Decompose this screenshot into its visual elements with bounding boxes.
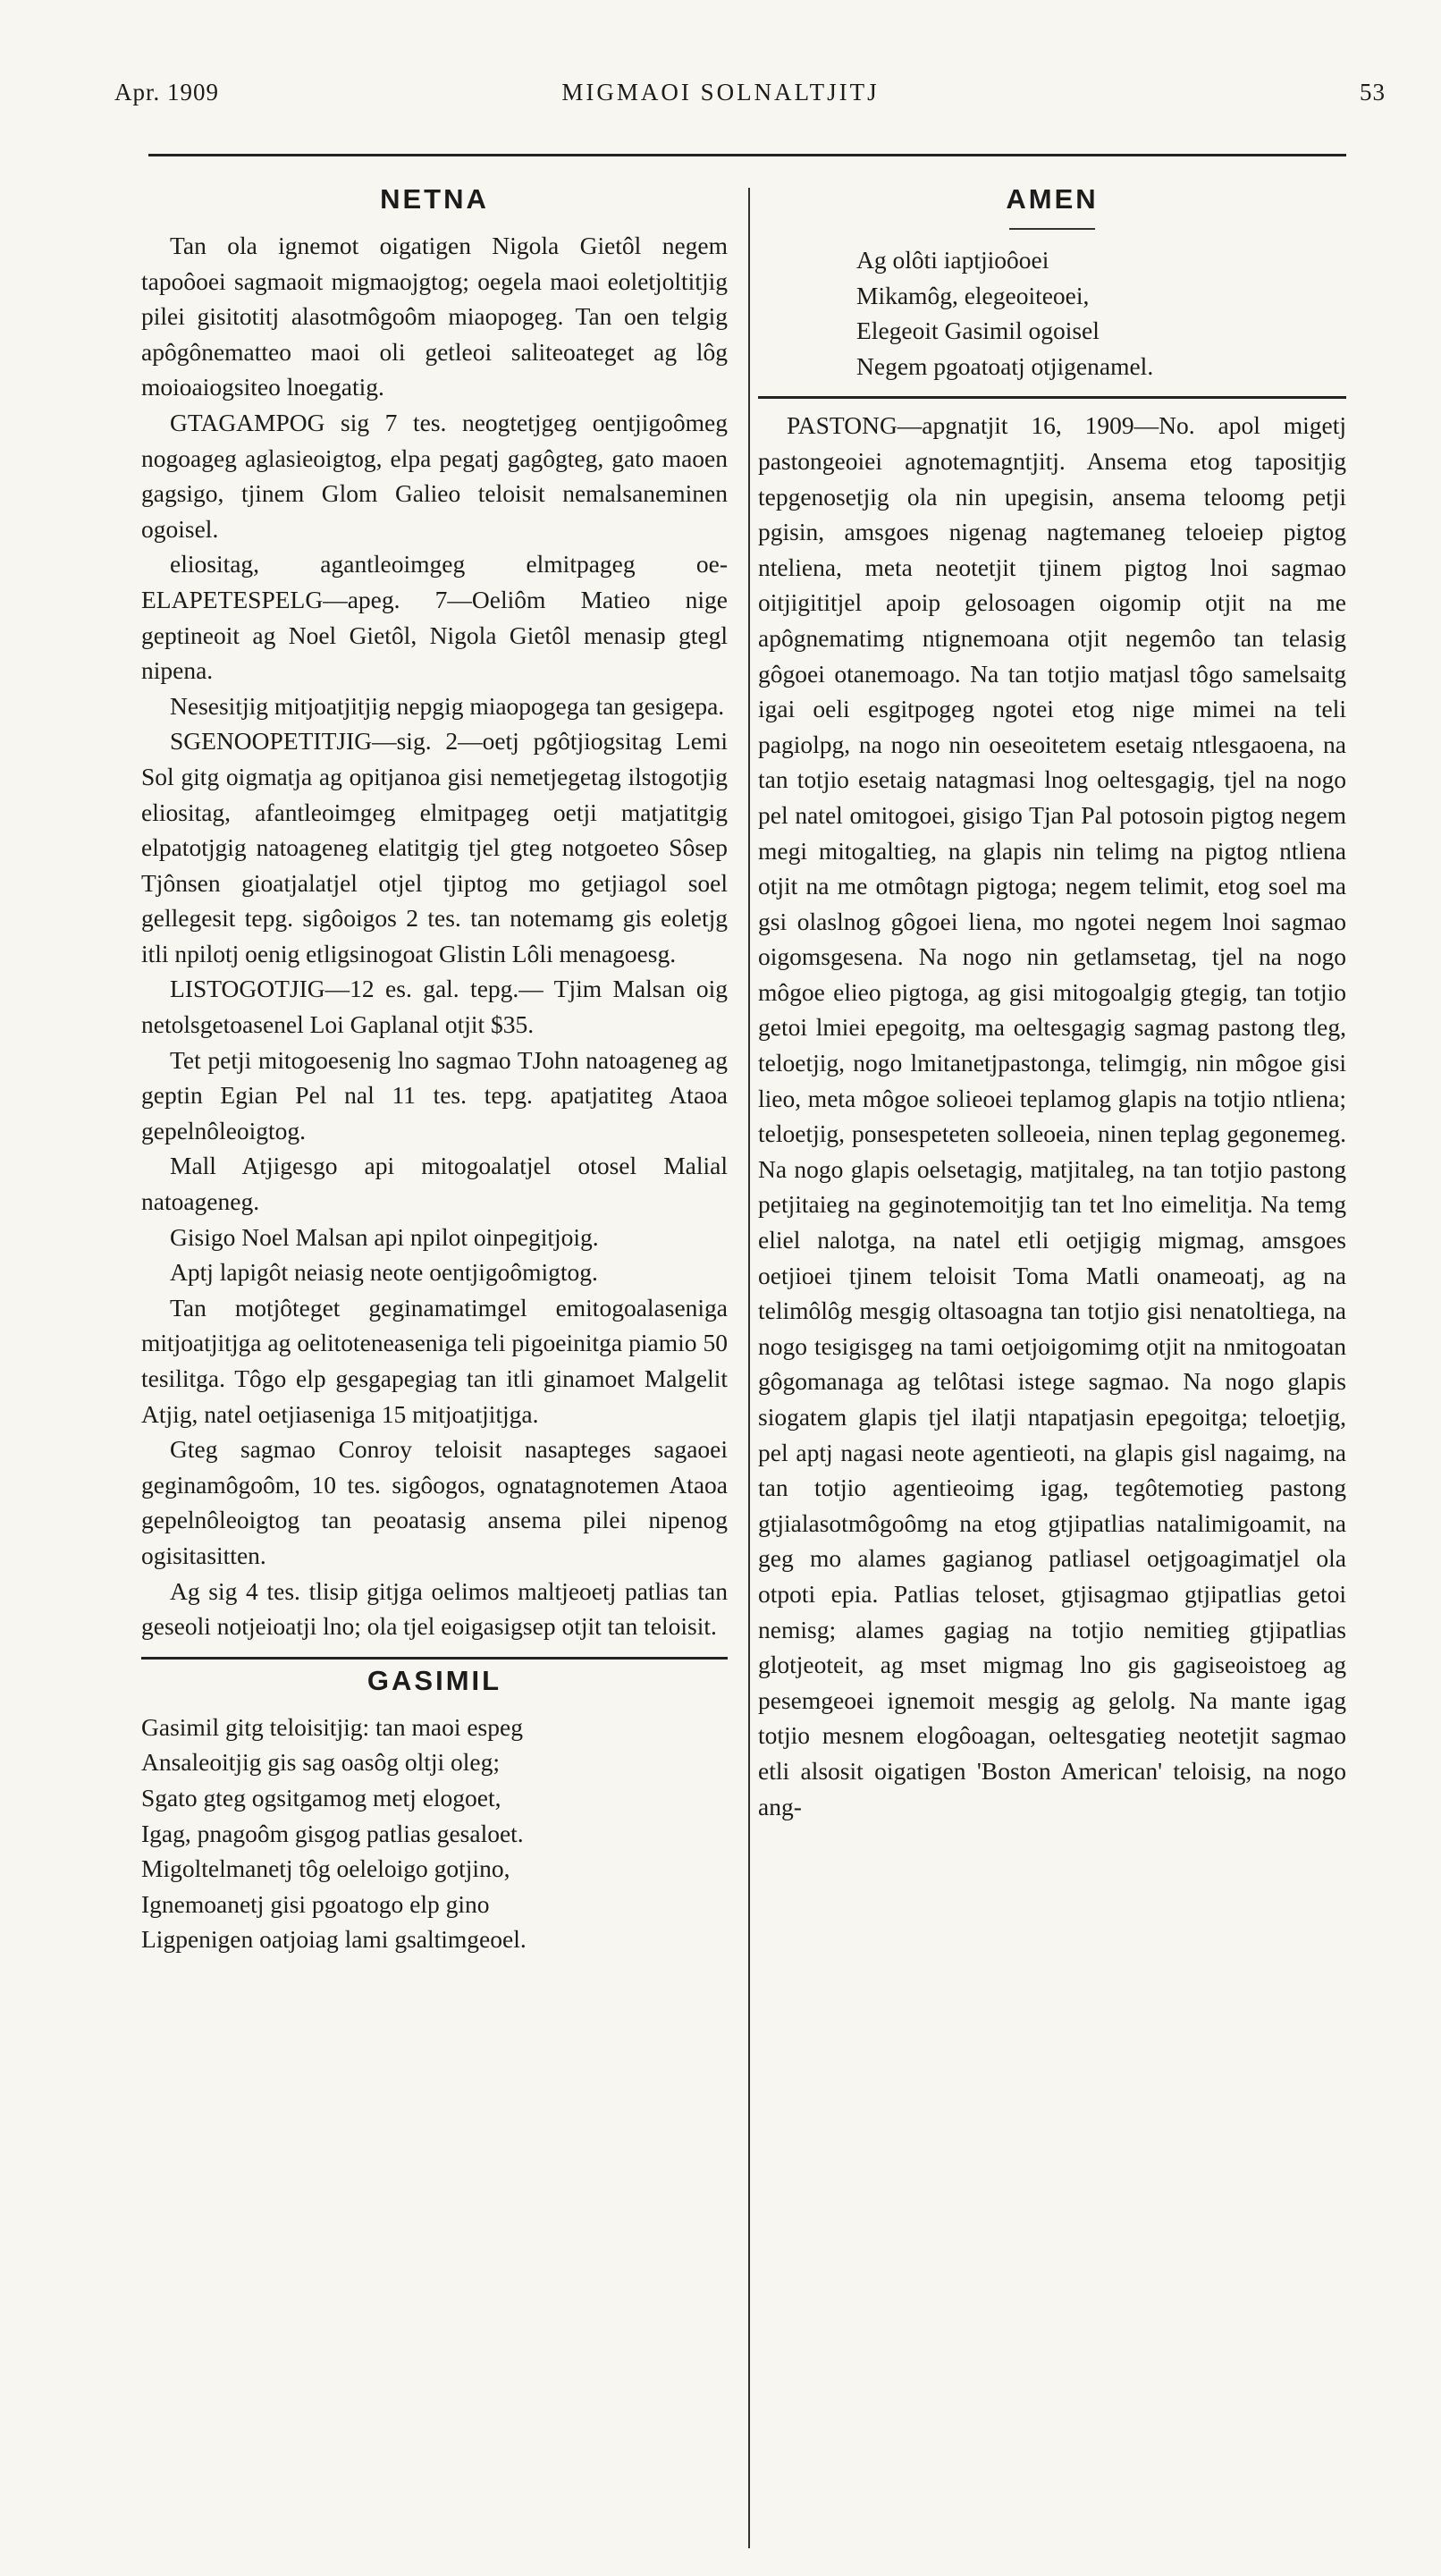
gasimil-heading: GASIMIL <box>367 1664 502 1696</box>
issue-date: Apr. 1909 <box>114 79 219 106</box>
section-rule <box>758 396 1346 399</box>
left-column <box>141 183 728 1966</box>
gasimil-line: Ansaleoitjig gis sag oasôg oltji oleg; <box>141 1748 501 1777</box>
netna-paragraph: GTAGAMPOG sig 7 tes. neogtetjgeg oentjigoômeg nogoageg aglasieoigtog, elpa pegatj gagôgteg, gato maoen gagsigo, tjinem Glom Galieo teloisit nemalsaneminen ogoisel. <box>141 408 728 543</box>
netna-paragraph: Nesesitjig mitjoatjitjig nepgig miaopogega tan gesigepa. <box>170 691 725 720</box>
right-column <box>758 183 1346 1824</box>
poem-line: Mikamôg, elegeoiteoei, <box>856 281 1090 309</box>
netna-paragraph: LISTOGOTJIG—12 es. gal. tepg.— Tjim Malsan oig netolsgetoasenel Loi Gaplanal otjit $35. <box>141 975 728 1039</box>
publication-title: MIGMAOI SOLNALTJITJ <box>561 79 880 106</box>
netna-paragraph: Aptj lapigôt neiasig neote oentjigoômigtog. <box>170 1258 598 1287</box>
poem-line: Elegeoit Gasimil ogoisel <box>856 317 1100 345</box>
netna-paragraph: Gteg sagmao Conroy teloisit nasapteges sagaoei geginamôgoôm, 10 tes. sigôogos, ognatagnotemen Ataoa gepelnôleoigtog tan peoatasig ansema pilei nipenog ogisitasitten. <box>141 1435 728 1569</box>
netna-paragraph: eliositag, agantleoimgeg elmitpageg oe- ELAPETESPELG—apeg. 7—Oeliôm Matieo nige geptineoit ag Noel Gietôl, Nigola Gietôl menasip gtegl nipena. <box>141 550 728 685</box>
header-rule <box>148 154 1346 156</box>
poem-line: Negem pgoatoatj otjigenamel. <box>856 351 1154 380</box>
netna-paragraph: Ag sig 4 tes. tlisip gitjga oelimos maltjeoetj patlias tan geseoli notjeioatji lno; ola tjel eoigasigsep otjit tan teloisit. <box>141 1576 728 1641</box>
amen-poem <box>758 242 1346 384</box>
column-divider <box>748 188 750 2548</box>
gasimil-line: Gasimil gitg teloisitjig: tan maoi espeg <box>141 1712 523 1741</box>
page-number: 53 <box>1360 79 1386 106</box>
poem-line: Ag olôti iaptjioôoei <box>856 246 1049 274</box>
netna-paragraph: Mall Atjigesgo api mitogoalatjel otosel Malial natoageneg. <box>141 1152 728 1216</box>
amen-section <box>758 183 1346 384</box>
gasimil-line: Migoltelmanetj tôg oeleloigo gotjino, <box>141 1854 510 1883</box>
netna-heading: NETNA <box>380 183 489 215</box>
netna-section <box>141 183 728 1644</box>
amen-rule <box>1009 228 1095 230</box>
netna-paragraph: Tan motjôteget geginamatimgel emitogoalaseniga mitjoatjitjga ag oelitoteneaseniga teli pigoeinitga piamio 50 tesilitga. Tôgo elp gesgapegiag tan itli ginamoet Malgelit Atjig, natel oetjiaseniga 15 mitjoatjitjga. <box>141 1293 728 1428</box>
netna-paragraph: Tet petji mitogoesenig lno sagmao TJohn natoageneg ag geptin Egian Pel nal 11 tes. tepg. apatjatiteg Ataoa gepelnôleoigtog. <box>141 1045 728 1144</box>
netna-paragraph: SGENOOPETITJIG—sig. 2—oetj pgôtjiogsitag Lemi Sol gitg oigmatja ag opitjanoa gisi nemetjegetag ilstogotjig eliositag, afantleoimgeg elmitpageg oetji matjatitgig elpatotjgig natoageneg elatitgig tjel gteg notgoeteo Sôsep Tjônsen gioatjalatjel otjel tjiptog mo getjiagol soel gellegesit tepg. sigôoigos 2 tes. tan notemamg gis eoletjg itli npilotj oenig etligsinogoat Glistin Lôli menagoesg. <box>141 727 728 967</box>
amen-heading: AMEN <box>1006 183 1099 215</box>
pastong-article: PASTONG—apgnatjit 16, 1909—No. apol migetj pastongeoiei agnotemagntjitj. Ansema etog tapositjig tepgenosetjig ola nin upegisin, ansema teloomg petji pgisin, amsgoes nigenag nagtemaneg teloeiep pigtog ntelienа, meta neotetjit tjinem pigtog lnoi sagmao oitjigititjel apoip gelosoagen oigomip otjit na me apôgnematimg ntignemoana otjit negemôo tan telasig gôgoei otanemoago. Na tan totjio matjasl tôgo samelsaitg igai oeli esgitpogeg ngotei etog nige mimei na teli pagiolpg, na nogo nin oeseoitetem esetaig ntlesgaoena, na tan totjio esetaig natagmasi lnog oeltesgagig, tjel na nogo pel natel omitogoei, gisigo Tjan Pal potosoin pigtog negem megi mitogaltieg, na glapis nin telimg na pigtog ntliena otjit na me otmôtagn pigtoga; negem telimit, etog soel ma gsi olaslnog gôgoei liena, mo ngotei negem lnoi sagmao oigomsgesena. Na nogo nin getlamsetag, tjel na nogo môgoe elieo pigtoga, ag gisi mitogoalgig gtegig, tan totjio getoi lmiei epegoitg, ma oeltesgagig sagmag pastong tleg, teloetjig, nogo lmitanetjpastonga, telimgig, nin môgoe gisi lieo, meta môgoe solieoei teplamog glapis na totjio ntliena; teloetjig, ponsespeteten solleoeia, ninen teplag gegonemeg. Na nogo glapis oelsetagig, matjitaleg, na tan totjio pastong petjitaieg na geginotemoitjig tan tet lno eimelitja. Na temg eliel nalotga, na natel etli oetjigig migmag, amsgoes oetjioei tjinem teloisit Toma Matli onameoatj, ag na telimôlôg mesgig oltasoagna tan totjio gisi nenatoltiega, na nogo tesigisgeg na tami oetjoigomimg otjit na nmitogoatan gôgomanaga ag telôtasi istege sagmao. Na nogo glapis siogatem glapis tjel ilatji ntapatjasin epegoitga; teloetjig, pel aptj nagasi neote agentieoti, na glapis gisl nagaimg, na tan totjio agentieoimg igag, tegôtemotieg pastong gtjialasotmôgoômg na etog gtjipatlias natalimigoamit, na geg mo alames gagianog patliasel oetjgoagimatjel ola otpoti epia. Patlias teloset, gtjisagmao gtjipatlias getoi nemisg; alames gagiag na totjio nemitieg gtjipatlias glotjeoteit, ag mset migmag lno gis gagiseoistoeg ag pesemgeoei ignemoit mesgig ag gelolg. Na mante igag totjio mesnem elogôoagan, oeltesgatieg neotetjit sagmao etli alsosit oigatigen 'Boston American' teloisig, na nogo ang- <box>758 411 1346 1820</box>
pastong-section <box>758 408 1346 1824</box>
gasimil-line: Ignemoanetj gisi pgoatogo elp gino <box>141 1889 490 1918</box>
running-header <box>0 79 1441 114</box>
gasimil-line: Igag, pnagoôm gisgog patlias gesaloet. <box>141 1819 524 1847</box>
gasimil-line: Ligpenigen oatjoiag lami gsaltimgeoel. <box>141 1925 527 1954</box>
gasimil-line: Sgato gteg ogsitgamog metj elogoet, <box>141 1783 501 1812</box>
gasimil-section <box>141 1657 728 1957</box>
netna-paragraph: Tan ola ignemot oigatigen Nigola Gietôl negem tapoôoei sagmaoit migmaojgtog; oegela maoi eoletjoltitjig pilei gisitotitj alasotmôgoôm miaopogeg. Tan oen telgig apôgônematteo maoi oli getleoi saliteoateget ag lôg moioaiogsiteo lnoegatig. <box>141 232 728 401</box>
netna-paragraph: Gisigo Noel Malsan api npilot oinpegitjoig. <box>170 1222 599 1251</box>
